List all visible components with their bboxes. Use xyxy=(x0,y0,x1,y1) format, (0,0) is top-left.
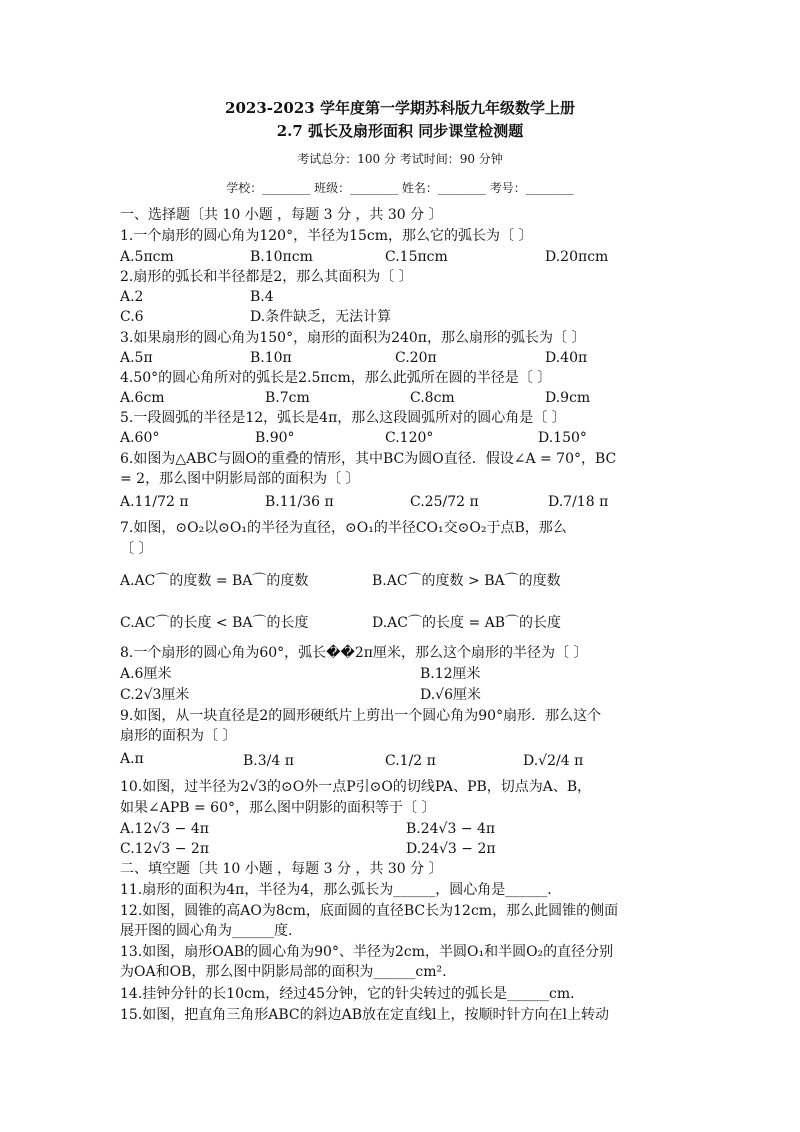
exam-title: 2023-2023 学年度第一学期苏科版九年级数学上册 xyxy=(225,99,575,117)
question-5: 5.一段圆弧的半径是12，弧长是4π，那么这段圆弧所对的圆心角是〔 〕 xyxy=(120,410,566,426)
option-3a: A.5π xyxy=(120,350,153,366)
option-6a: A.11/72 π xyxy=(120,494,189,510)
option-9b: B.3/4 π xyxy=(243,753,294,769)
question-10-line-2: 如果∠APB = 60°，那么图中阴影的面积等于〔 〕 xyxy=(120,800,436,816)
question-6-line-1: 6.如图为△ABC与圆O的重叠的情形，其中BC为圆O直径．假设∠A = 70°，BC xyxy=(120,451,617,467)
option-3c: C.20π xyxy=(395,350,437,366)
option-7a: A.AC⌒的度数 = BA⌒的度数 xyxy=(120,573,309,589)
section-heading-fill: 二、填空题〔共 10 小题 ，每题 3 分 ，共 30 分 〕 xyxy=(120,861,443,877)
option-6c: C.25/72 π xyxy=(410,494,479,510)
option-4a: A.6cm xyxy=(120,390,165,406)
question-7-line-1: 7.如图，⊙O₂以⊙O₁的半径为直径，⊙O₁的半径CO₁交⊙O₂于点B，那么 xyxy=(120,520,567,536)
option-3b: B.10π xyxy=(250,350,292,366)
option-10b: B.24√3 − 4π xyxy=(406,821,496,837)
option-10c: C.12√3 − 2π xyxy=(120,841,210,857)
question-15: 15.如图，把直角三角形ABC的斜边AB放在定直线l上，按顺时针方向在l上转动 xyxy=(120,1007,609,1023)
question-12-line-2: 展开图的圆心角为______度. xyxy=(120,923,293,939)
option-8b: B.12厘米 xyxy=(420,666,481,682)
option-1a: A.5πcm xyxy=(120,249,174,265)
question-1: 1.一个扇形的圆心角为120°，半径为15cm，那么它的弧长为〔 〕 xyxy=(120,228,533,244)
option-5b: B.90° xyxy=(255,430,295,446)
question-6-line-2: = 2，那么图中阴影局部的面积为〔 〕 xyxy=(120,471,360,487)
exam-info: 考试总分：100 分 考试时间：90 分钟 xyxy=(297,152,503,166)
option-10d: D.24√3 − 2π xyxy=(406,841,496,857)
option-4c: C.8cm xyxy=(410,390,455,406)
option-8d: D.√6厘米 xyxy=(420,687,482,703)
option-10a: A.12√3 − 4π xyxy=(120,821,209,837)
section-heading-choice: 一、选择题〔共 10 小题 ，每题 3 分 ，共 30 分 〕 xyxy=(120,207,443,223)
option-1b: B.10πcm xyxy=(250,249,313,265)
question-9-line-1: 9.如图，从一块直径是2的圆形硬纸片上剪出一个圆心角为90°扇形．那么这个 xyxy=(120,708,602,724)
option-7c: C.AC⌒的长度 < BA⌒的长度 xyxy=(120,615,309,631)
option-5d: D.150° xyxy=(538,430,587,446)
question-11: 11.扇形的面积为4π，半径为4，那么弧长为______，圆心角是______. xyxy=(120,882,552,898)
option-8a: A.6厘米 xyxy=(120,666,172,682)
question-7-line-2: 〔 〕 xyxy=(120,541,153,557)
option-1d: D.20πcm xyxy=(545,249,609,265)
option-2b: B.4 xyxy=(250,289,274,305)
option-2a: A.2 xyxy=(120,289,144,305)
option-4b: B.7cm xyxy=(265,390,310,406)
option-6d: D.7/18 π xyxy=(548,494,609,510)
question-13-line-1: 13.如图，扇形OAB的圆心角为90°、半径为2cm，半圆O₁和半圆O₂的直径分别 xyxy=(120,944,614,960)
option-4d: D.9cm xyxy=(545,390,591,406)
option-9d: D.√2/4 π xyxy=(523,753,584,769)
question-9-line-2: 扇形的面积为〔 〕 xyxy=(120,728,237,744)
exam-subtitle: 2.7 弧长及扇形面积 同步课堂检测题 xyxy=(276,122,524,140)
option-7b: B.AC⌒的度数 > BA⌒的度数 xyxy=(372,573,561,589)
student-info-line: 学校：________ 班级：________ 姓名：________ 考号：________ xyxy=(226,181,574,195)
question-13-line-2: 为OA和OB，那么图中阴影局部的面积为______cm². xyxy=(120,964,447,980)
question-10-line-1: 10.如图，过半径为2√3的⊙O外一点P引⊙O的切线PA、PB，切点为A、B， xyxy=(120,779,592,795)
option-3d: D.40π xyxy=(545,350,588,366)
question-8: 8.一个扇形的圆心角为60°，弧长��2π厘米，那么这个扇形的半径为〔 〕 xyxy=(120,645,588,661)
option-1c: C.15πcm xyxy=(385,249,448,265)
question-4: 4.50°的圆心角所对的弧长是2.5πcm，那么此弧所在圆的半径是〔 〕 xyxy=(120,370,552,386)
question-14: 14.挂钟分针的长10cm，经过45分钟，它的针尖转过的弧长是______cm. xyxy=(120,986,575,1002)
option-8c: C.2√3厘米 xyxy=(120,687,190,703)
option-2c: C.6 xyxy=(120,309,144,325)
option-9c: C.1/2 π xyxy=(385,753,436,769)
question-12-line-1: 12.如图，圆锥的高AO为8cm，底面圆的直径BC长为12cm，那么此圆锥的侧面 xyxy=(120,903,619,919)
question-2: 2.扇形的弧长和半径都是2，那么其面积为〔 〕 xyxy=(120,269,413,285)
option-9a: A.π xyxy=(120,751,144,767)
option-7d: D.AC⌒的长度 = AB⌒的长度 xyxy=(372,615,562,631)
option-2d: D.条件缺乏，无法计算 xyxy=(250,309,392,325)
option-5a: A.60° xyxy=(120,430,160,446)
question-3: 3.如果扇形的圆心角为150°，扇形的面积为240π，那么扇形的弧长为〔 〕 xyxy=(120,330,586,346)
option-5c: C.120° xyxy=(385,430,434,446)
option-6b: B.11/36 π xyxy=(265,494,334,510)
